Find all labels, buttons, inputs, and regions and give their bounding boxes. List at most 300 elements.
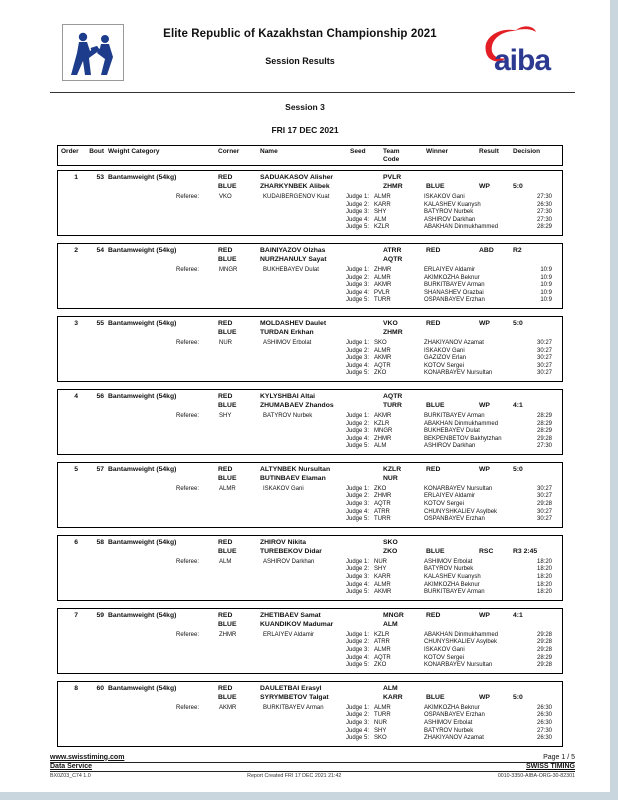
referee-name: ISKAKOV Gani bbox=[263, 485, 304, 492]
judge-label: Judge 5: bbox=[346, 662, 370, 669]
judge-label: Judge 3: bbox=[346, 647, 370, 653]
red-boxer-name: MOLDASHEV Daulet bbox=[260, 319, 327, 327]
judge-score: 30:27 bbox=[536, 355, 552, 362]
judge-code: TURR bbox=[374, 297, 391, 304]
judges-list bbox=[346, 705, 562, 743]
result-value bbox=[479, 620, 513, 629]
judge-name: KALASHEV Kuanysh bbox=[424, 574, 481, 581]
aiba-logo-icon bbox=[472, 22, 568, 82]
red-corner-row bbox=[58, 465, 562, 474]
red-corner-label: RED bbox=[218, 684, 233, 692]
result-value: WP bbox=[479, 319, 490, 327]
judge-name: ASHIMOV Erbolat bbox=[424, 719, 473, 726]
bout-number: 54 bbox=[96, 246, 104, 254]
red-boxer-name: DAULETBAI Erasyl bbox=[260, 684, 322, 692]
red-team-code: PVLR bbox=[383, 174, 402, 181]
swiss-timing-brand: SWISS TIMING bbox=[526, 762, 575, 770]
result-value: WP bbox=[479, 401, 490, 409]
judge-name: ERLAIYEV Aldamir bbox=[424, 493, 476, 500]
judge-score: 27:30 bbox=[536, 727, 552, 734]
judge-score: 27:30 bbox=[536, 209, 552, 216]
boxing-pictogram-icon bbox=[67, 29, 119, 77]
referee-name: BURKITBAYEV Arman bbox=[263, 704, 324, 711]
judge-score: 18:20 bbox=[536, 558, 552, 565]
spacer bbox=[58, 328, 78, 337]
spacer bbox=[78, 693, 104, 702]
blue-team-code: ZKO bbox=[383, 547, 398, 555]
judge-label: Judge 4: bbox=[346, 581, 370, 588]
judge-label: Judge 4: bbox=[346, 216, 370, 223]
officials-block bbox=[58, 559, 562, 597]
judge-name: ASHIROV Darkhan bbox=[424, 216, 476, 223]
judge-code: ZKO bbox=[374, 485, 387, 492]
blue-team-code: AQTR bbox=[383, 255, 403, 263]
referee-row bbox=[58, 194, 346, 232]
judge-score: 18:20 bbox=[536, 566, 552, 573]
decision-value: 5:0 bbox=[513, 465, 523, 473]
winner-value: RED bbox=[426, 611, 441, 619]
bout-number: 60 bbox=[96, 684, 104, 692]
judge-code: AKMR bbox=[374, 589, 392, 596]
judge-row bbox=[346, 639, 562, 647]
judge-name: ASHIROV Darkhan bbox=[424, 443, 476, 450]
judge-name: BATYROV Nurbek bbox=[424, 727, 474, 734]
judge-label: Judge 3: bbox=[346, 719, 370, 726]
blue-corner-label: BLUE bbox=[218, 328, 237, 336]
red-team-code: VKO bbox=[383, 319, 398, 327]
judge-score: 28:29 bbox=[536, 654, 552, 661]
judge-row bbox=[346, 632, 562, 640]
red-team-code: AQTR bbox=[383, 392, 403, 400]
judge-score: 28:29 bbox=[536, 412, 552, 419]
decision-value bbox=[513, 392, 562, 401]
judge-name: KONARBAYEV Nursultan bbox=[424, 370, 493, 377]
page-number: Page 1 / 5 bbox=[543, 753, 575, 761]
judge-row bbox=[346, 728, 562, 736]
judge-name: BUKHEBAYEV Dulat bbox=[424, 428, 480, 435]
judge-score: 30:27 bbox=[536, 485, 552, 492]
decision-value: R3 2:45 bbox=[513, 547, 538, 555]
judge-label: Judge 2: bbox=[346, 566, 370, 573]
title-block bbox=[130, 28, 470, 66]
report-code-right: 0010-3350-AIBA-ORG-30-82301 bbox=[497, 772, 575, 779]
referee-row bbox=[58, 705, 346, 743]
bout-order: 8 bbox=[74, 684, 78, 692]
judge-label: Judge 2: bbox=[346, 274, 370, 281]
judge-score: 18:20 bbox=[536, 581, 552, 588]
judge-score: 29:28 bbox=[536, 647, 552, 653]
blue-boxer-name: TURDAN Erkhan bbox=[260, 328, 314, 336]
judge-label: Judge 4: bbox=[346, 508, 370, 515]
judge-label: Judge 5: bbox=[346, 516, 370, 523]
weight-category: Bantamweight (54kg) bbox=[108, 684, 177, 692]
session-title: Session 3 bbox=[285, 102, 325, 112]
officials-block bbox=[58, 340, 562, 378]
red-team-code: SKO bbox=[383, 538, 398, 546]
officials-block bbox=[58, 486, 562, 524]
header-divider bbox=[50, 92, 575, 93]
winner-value: RED bbox=[426, 465, 441, 473]
blue-corner-label: BLUE bbox=[218, 401, 237, 409]
referee-code: VKO bbox=[219, 194, 232, 200]
blue-team-code: ALM bbox=[383, 620, 398, 628]
referee-label: Referee: bbox=[176, 412, 200, 419]
bout-order: 5 bbox=[74, 465, 78, 473]
col-decision: Decision bbox=[513, 148, 541, 155]
judge-name: KONARBAYEV Nursultan bbox=[424, 662, 493, 669]
judge-label: Judge 4: bbox=[346, 289, 370, 296]
judge-label: Judge 5: bbox=[346, 443, 370, 450]
referee-label: Referee: bbox=[176, 266, 200, 273]
spacer bbox=[78, 401, 104, 410]
judge-name: AKIMKOZHA Beknur bbox=[424, 704, 480, 711]
red-corner-row bbox=[58, 538, 562, 547]
judge-row bbox=[346, 559, 562, 567]
red-corner-label: RED bbox=[218, 611, 233, 619]
judge-score: 10:9 bbox=[540, 289, 552, 296]
spacer bbox=[104, 182, 216, 191]
judge-label: Judge 3: bbox=[346, 574, 370, 581]
bout-card bbox=[57, 681, 563, 747]
spacer bbox=[58, 693, 78, 702]
weight-category: Bantamweight (54kg) bbox=[108, 174, 177, 181]
judge-row bbox=[346, 589, 562, 597]
result-value bbox=[479, 538, 513, 547]
referee-row bbox=[58, 267, 346, 305]
judge-score: 30:27 bbox=[536, 339, 552, 346]
footer-row-3 bbox=[50, 773, 575, 779]
table-header-row bbox=[57, 145, 563, 166]
judge-name: AKIMKOZHA Beknur bbox=[424, 274, 480, 281]
judge-score: 10:9 bbox=[540, 297, 552, 304]
spacer bbox=[104, 255, 216, 264]
judge-name: KOTOV Sergei bbox=[424, 654, 464, 661]
result-value: ABD bbox=[479, 246, 494, 254]
judge-score: 26:30 bbox=[536, 735, 552, 742]
red-boxer-name: SADUAKASOV Alisher bbox=[260, 174, 334, 181]
judge-score: 29:28 bbox=[536, 501, 552, 508]
result-value: WP bbox=[479, 183, 490, 190]
judge-code: KZLR bbox=[374, 420, 390, 427]
officials-block bbox=[58, 413, 562, 451]
bout-card bbox=[57, 462, 563, 528]
referee-row bbox=[58, 632, 346, 670]
blue-corner-label: BLUE bbox=[218, 620, 237, 628]
judge-row bbox=[346, 413, 562, 421]
spacer bbox=[58, 547, 78, 556]
aiba-logo-text: aiba bbox=[494, 44, 551, 77]
judge-row bbox=[346, 202, 562, 210]
decision-value bbox=[513, 538, 562, 547]
blue-corner-row bbox=[58, 547, 562, 556]
judge-code: AKMR bbox=[374, 282, 392, 289]
decision-value: 4:1 bbox=[513, 401, 523, 409]
judge-code: ALMR bbox=[374, 347, 391, 354]
spacer bbox=[78, 328, 104, 337]
masthead bbox=[0, 22, 610, 88]
judge-name: BEKPENBETOV Bakhytzhan bbox=[424, 435, 502, 442]
judge-label: Judge 2: bbox=[346, 347, 370, 354]
referee-row bbox=[58, 486, 346, 524]
blue-boxer-name: BUTINBAEV Elaman bbox=[260, 474, 326, 482]
judges-list bbox=[346, 340, 562, 378]
winner-value bbox=[426, 620, 479, 629]
bout-card bbox=[57, 170, 563, 236]
judge-name: KOTOV Sergei bbox=[424, 501, 464, 508]
judge-code: AKMR bbox=[374, 355, 392, 362]
aiba-logo bbox=[472, 22, 568, 82]
decision-value: 5:0 bbox=[513, 693, 523, 701]
red-corner-row bbox=[58, 611, 562, 620]
judge-code: TURR bbox=[374, 516, 391, 523]
judge-code: SHY bbox=[374, 566, 387, 573]
winner-value: RED bbox=[426, 319, 441, 327]
judge-label: Judge 1: bbox=[346, 266, 370, 273]
judge-row bbox=[346, 290, 562, 298]
judge-name: KONARBAYEV Nursultan bbox=[424, 485, 493, 492]
blue-corner-label: BLUE bbox=[218, 183, 237, 190]
judge-name: ISKAKOV Gani bbox=[424, 347, 465, 354]
blue-corner-row bbox=[58, 401, 562, 410]
red-boxer-name: ZHETIBAEV Samat bbox=[260, 611, 321, 619]
referee-code: NUR bbox=[219, 339, 232, 346]
judge-code: KARR bbox=[374, 201, 391, 208]
result-value bbox=[479, 392, 513, 401]
blue-corner-label: BLUE bbox=[218, 255, 237, 263]
judge-row bbox=[346, 428, 562, 436]
judge-code: ALM bbox=[374, 443, 387, 450]
judge-label: Judge 3: bbox=[346, 209, 370, 216]
referee-name: ASHIMOV Erbolat bbox=[263, 339, 312, 346]
judge-score: 28:29 bbox=[536, 420, 552, 427]
officials-block bbox=[58, 632, 562, 670]
col-weight-category: Weight Category bbox=[108, 148, 160, 155]
winner-value bbox=[426, 328, 479, 337]
col-team-code-line1: Team bbox=[383, 148, 400, 155]
judge-row bbox=[346, 516, 562, 524]
blue-corner-row bbox=[58, 620, 562, 629]
judge-row bbox=[346, 647, 562, 655]
judge-row bbox=[346, 486, 562, 494]
red-boxer-name: ALTYNBEK Nursultan bbox=[260, 465, 331, 473]
judge-name: CHUNYSHKALIEV Asylbek bbox=[424, 639, 498, 646]
results-table bbox=[57, 145, 563, 747]
judge-label: Judge 4: bbox=[346, 727, 370, 734]
judge-name: ZHAKIYANOV Azamat bbox=[424, 339, 484, 346]
spacer bbox=[104, 474, 216, 483]
footer-row-2 bbox=[50, 763, 575, 772]
officials-block bbox=[58, 194, 562, 232]
referee-name: KUDAIBERGENOV Kuat bbox=[263, 194, 330, 200]
judge-code: PVLR bbox=[374, 289, 390, 296]
red-corner-label: RED bbox=[218, 465, 233, 473]
judge-score: 30:27 bbox=[536, 493, 552, 500]
judge-code: KARR bbox=[374, 574, 391, 581]
judge-score: 30:27 bbox=[536, 347, 552, 354]
blue-boxer-name: NURZHANULY Sayat bbox=[260, 255, 327, 263]
weight-category: Bantamweight (54kg) bbox=[108, 538, 177, 546]
judge-label: Judge 3: bbox=[346, 355, 370, 362]
officials-block bbox=[58, 705, 562, 743]
result-value: WP bbox=[479, 611, 490, 619]
judge-score: 27:30 bbox=[536, 443, 552, 450]
report-code-left: BX0Z03_C74 1.0 bbox=[50, 772, 91, 779]
bout-card bbox=[57, 389, 563, 455]
judges-list bbox=[346, 486, 562, 524]
judge-score: 18:20 bbox=[536, 589, 552, 596]
referee-label: Referee: bbox=[176, 485, 200, 492]
result-value bbox=[479, 684, 513, 693]
referee-label: Referee: bbox=[176, 194, 200, 200]
judge-code: SKO bbox=[374, 735, 387, 742]
spacer bbox=[104, 620, 216, 629]
judge-score: 29:28 bbox=[536, 631, 552, 638]
officials-block bbox=[58, 267, 562, 305]
judge-code: ALMR bbox=[374, 194, 391, 200]
judge-code: AQTR bbox=[374, 362, 391, 369]
blue-boxer-name: SYRYMBETOV Talgat bbox=[260, 693, 329, 701]
footer-row-1 bbox=[50, 754, 575, 763]
winner-value bbox=[426, 255, 479, 264]
judge-code: AQTR bbox=[374, 501, 391, 508]
decision-value bbox=[513, 328, 562, 337]
judge-label: Judge 5: bbox=[346, 224, 370, 231]
judge-code: ALMR bbox=[374, 704, 391, 711]
bout-order: 4 bbox=[74, 392, 78, 400]
blue-team-code: ZHMR bbox=[383, 183, 403, 190]
judge-row bbox=[346, 355, 562, 363]
bout-number: 55 bbox=[96, 319, 104, 327]
judge-score: 28:29 bbox=[536, 224, 552, 231]
red-corner-label: RED bbox=[218, 538, 233, 546]
judge-row bbox=[346, 574, 562, 582]
judge-score: 30:27 bbox=[536, 508, 552, 515]
judge-row bbox=[346, 443, 562, 451]
judge-row bbox=[346, 582, 562, 590]
result-value bbox=[479, 255, 513, 264]
judge-row bbox=[346, 566, 562, 574]
data-service-label: Data Service bbox=[50, 762, 93, 770]
judge-name: ABAKHAN Dinmukhammed bbox=[424, 224, 499, 231]
winner-value: BLUE bbox=[426, 693, 445, 701]
judge-row bbox=[346, 720, 562, 728]
winner-value bbox=[426, 684, 479, 693]
judge-row bbox=[346, 421, 562, 429]
red-corner-row bbox=[58, 392, 562, 401]
red-boxer-name: ZHIROV Nikita bbox=[260, 538, 307, 546]
judge-row bbox=[346, 282, 562, 290]
blue-team-code: NUR bbox=[383, 474, 398, 482]
referee-name: ASHIROV Darkhan bbox=[263, 558, 315, 565]
spacer bbox=[58, 474, 78, 483]
judge-label: Judge 3: bbox=[346, 428, 370, 435]
judge-score: 30:27 bbox=[536, 370, 552, 377]
judge-score: 26:30 bbox=[536, 712, 552, 719]
red-team-code: MNGR bbox=[383, 611, 404, 619]
bout-card bbox=[57, 243, 563, 309]
judge-code: NUR bbox=[374, 558, 387, 565]
judge-label: Judge 1: bbox=[346, 339, 370, 346]
decision-value bbox=[513, 474, 562, 483]
judge-score: 28:29 bbox=[536, 428, 552, 435]
judge-row bbox=[346, 501, 562, 509]
bout-number: 53 bbox=[96, 174, 104, 181]
col-result: Result bbox=[479, 148, 499, 155]
red-boxer-name: KYLYSHBAI Altai bbox=[260, 392, 316, 400]
boxing-pictogram-box bbox=[62, 24, 124, 81]
judge-row bbox=[346, 217, 562, 225]
result-value: WP bbox=[479, 693, 490, 701]
spacer bbox=[104, 547, 216, 556]
judge-name: SHANASHEV Orazbai bbox=[424, 289, 484, 296]
judge-score: 27:30 bbox=[536, 194, 552, 200]
judge-name: BATYROV Nurbek bbox=[424, 209, 474, 216]
red-corner-label: RED bbox=[218, 174, 233, 181]
referee-name: ERLAIYEV Aldamir bbox=[263, 631, 315, 638]
judge-label: Judge 4: bbox=[346, 654, 370, 661]
weight-category: Bantamweight (54kg) bbox=[108, 319, 177, 327]
judges-list bbox=[346, 194, 562, 232]
winner-value bbox=[426, 538, 479, 547]
judge-score: 27:30 bbox=[536, 216, 552, 223]
judge-code: MNGR bbox=[374, 428, 393, 435]
judge-label: Judge 5: bbox=[346, 589, 370, 596]
judge-label: Judge 2: bbox=[346, 493, 370, 500]
judge-score: 30:27 bbox=[536, 516, 552, 523]
judge-label: Judge 3: bbox=[346, 282, 370, 289]
judge-row bbox=[346, 662, 562, 670]
referee-name: BATYROV Nurbek bbox=[263, 412, 313, 419]
result-value bbox=[479, 328, 513, 337]
referee-code: ALMR bbox=[219, 485, 236, 492]
judge-row bbox=[346, 348, 562, 356]
blue-boxer-name: ZHUMABAEV Zhandos bbox=[260, 401, 334, 409]
spacer bbox=[104, 401, 216, 410]
bout-number: 58 bbox=[96, 538, 104, 546]
referee-label: Referee: bbox=[176, 558, 200, 565]
referee-label: Referee: bbox=[176, 704, 200, 711]
result-value: RSC bbox=[479, 547, 494, 555]
judge-label: Judge 2: bbox=[346, 712, 370, 719]
bout-order: 1 bbox=[74, 174, 78, 181]
referee-label: Referee: bbox=[176, 339, 200, 346]
bout-order: 2 bbox=[74, 246, 78, 254]
red-corner-label: RED bbox=[218, 246, 233, 254]
winner-value bbox=[426, 392, 479, 401]
judge-label: Judge 5: bbox=[346, 735, 370, 742]
judge-row bbox=[346, 370, 562, 378]
judge-row bbox=[346, 267, 562, 275]
decision-value: 5:0 bbox=[513, 183, 523, 190]
referee-label: Referee: bbox=[176, 631, 200, 638]
col-winner: Winner bbox=[426, 148, 448, 155]
judge-code: SKO bbox=[374, 339, 387, 346]
bout-number: 57 bbox=[96, 465, 104, 473]
spacer bbox=[58, 620, 78, 629]
judge-score: 18:20 bbox=[536, 574, 552, 581]
swisstiming-link[interactable]: www.swisstiming.com bbox=[50, 753, 125, 761]
judge-name: OSPANBAYEV Erzhan bbox=[424, 712, 485, 719]
blue-boxer-name: TUREBEKOV Didar bbox=[260, 547, 322, 555]
winner-value bbox=[426, 173, 479, 182]
judge-code: SHY bbox=[374, 727, 387, 734]
judge-label: Judge 4: bbox=[346, 435, 370, 442]
page-subtitle: Session Results bbox=[265, 56, 335, 66]
judge-name: ERLAIYEV Aldamir bbox=[424, 266, 476, 273]
blue-corner-row bbox=[58, 693, 562, 702]
judge-label: Judge 3: bbox=[346, 501, 370, 508]
judge-name: ZHAKIYANOV Azamat bbox=[424, 735, 484, 742]
